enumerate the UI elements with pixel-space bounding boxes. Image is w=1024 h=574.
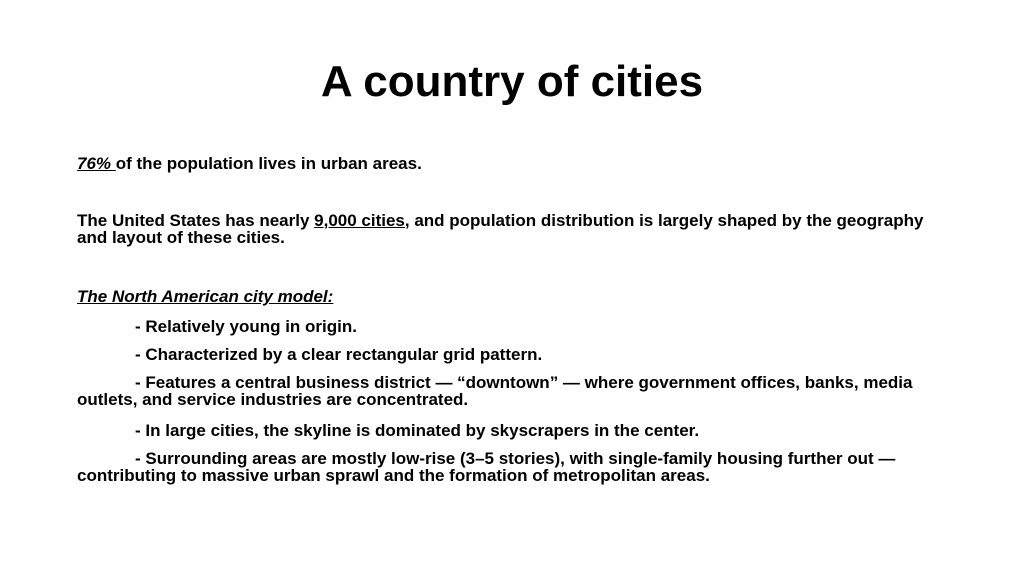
bullet-text: - Characterized by a clear rectangular grid pattern. — [135, 345, 543, 364]
bullet-item — [77, 374, 957, 408]
bullet-item — [77, 346, 957, 363]
bullet-text: - Relatively young in origin. — [135, 317, 357, 336]
cities-count-paragraph — [77, 212, 957, 246]
bullet-text: - Features a central business district — “downtown” — where government offices, banks, media outlets, and service industries are concentrated. — [77, 373, 913, 409]
urban-population-text: of the population lives in urban areas. — [115, 154, 422, 173]
slide-title: A country of cities — [320, 57, 704, 106]
bullet-item — [77, 318, 957, 335]
urban-population-paragraph — [77, 155, 957, 172]
cities-count-highlight: 9,000 cities — [314, 211, 405, 230]
cities-count-text-after: , and population distribution is largely shaped by the geography and layout of these cities. — [77, 211, 924, 247]
bullet-text: - Surrounding areas are mostly low-rise (3–5 stories), with single-family housing further out — contributing to massive urban sprawl and the formation of metropolitan areas. — [77, 449, 896, 485]
city-model-heading-text: The North American city model: — [77, 287, 334, 306]
bullet-item — [77, 450, 957, 484]
bullet-text: - In large cities, the skyline is dominated by skyscrapers in the center. — [135, 421, 700, 440]
bullet-item — [77, 422, 957, 439]
city-model-heading — [77, 288, 957, 305]
urban-percent-highlight: 76% — [77, 154, 116, 173]
cities-count-text-before: The United States has nearly — [77, 211, 315, 230]
